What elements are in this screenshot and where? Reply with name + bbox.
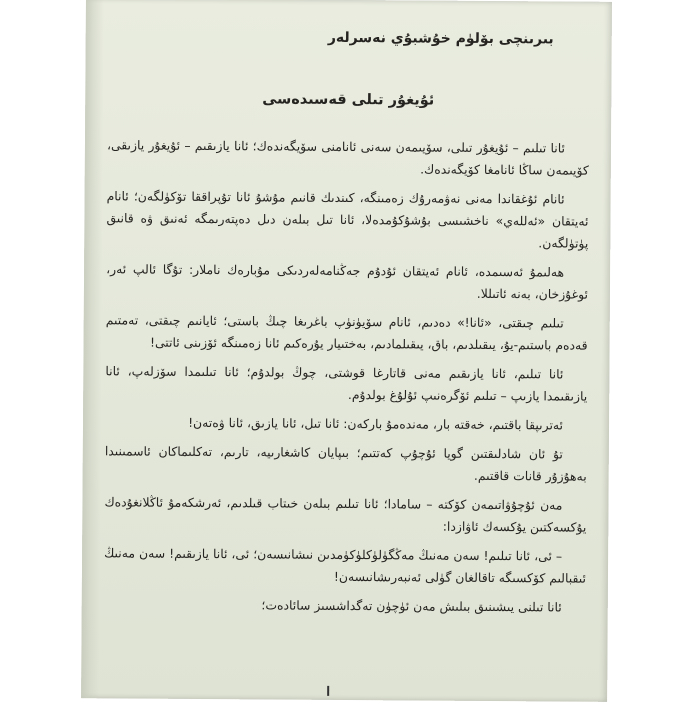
section-title: بىرىنچى بۆلۈم خۇشبۇي نەسرلەر bbox=[327, 29, 554, 48]
paragraph-7: تۇ ئان شادلىقتىن گويا ئۇچۇپ كەتتىم؛ بىپايان كاشغارىيە، تارىم، تەكلىماكان ئاسمىنىدا بەھۇزۇر قانات قاقتىم. bbox=[104, 443, 587, 484]
paragraph-2: ئانام ئۇغقاندا مەنى نەۋمەرۇك زەمىنگە، كىندىك قانىم مۇشۇ ئانا تۇپراققا تۆكۈلگەن؛ ئانام ئەيتقان «ئەللەي» ناخشىسى بۇشۇكۇمدەلا، ئانا تىل بىلەن دىل دەپتەرىمگە ئەنىق ۋە قانىق پۈتۈلگەن. bbox=[106, 188, 589, 251]
paragraph-8: مەن ئۇچۇۋاتىمەن كۆكتە – سامادا؛ ئانا تىلىم بىلەن خىتاب قىلدىم، ئەرشكەمۇ ئاڭلانغۇدەك يۇكسەكتىن يۇكسەك ئاۋازدا: bbox=[104, 494, 587, 535]
paragraph-4: تىلىم چىقتى، «ئانا!» دەدىم، ئانام سۆيۈنۈپ باغرىغا چىڭ باستى؛ ئايانىم چىقتى، تەمتىم قەدەم باستىم-يۇ، يىقىلدىم، باق، يىقىلمادىم، بەختىيار يۇرەكىم ئانا زەمىنگە ئۆزىنى ئاتتى! bbox=[105, 312, 588, 353]
paragraph-10: ئانا تىلنى يىشىنىق بىلىش مەن ئۈچۈن تەگداشسىز سائادەت؛ bbox=[261, 597, 562, 615]
paragraph-3: ھەلىمۇ ئەسىمدە، ئانام ئەيتقان ئۇدۇم جەڭنامەلەردىكى مۇبارەك ناملار: تۇگا ئالپ ئەر، ئوغۇزخان، بەنە ئاتىللا. bbox=[106, 261, 589, 302]
chapter-title: ئۇيغۇر تىلى قەسىدەسى bbox=[262, 91, 435, 109]
page-text bbox=[104, 28, 590, 625]
page-number-mark bbox=[327, 686, 329, 696]
paragraph-5: ئانا تىلىم، ئانا يازىقىم مەنى قاتارغا قوشتى، چوڭ بولدۇم؛ ئانا تىلىمدا سۆزلەپ، ئانا يازىقىمدا يازىپ – تىلىم ئۆگرەنىپ ئۇلۇغ بولدۇم. bbox=[105, 363, 588, 404]
paragraph-9: – ئى، ئانا تىلىم! سەن مەنىڭ مەڭگۈلۈكلۈكۈمدىن نىشانىسەن؛ ئى، ئانا يازىقىم! سەن مەنىڭ ئىقبالىم كۆكسىگە تاقالغان گۈلى ئەنبەرىشانىسەن! bbox=[104, 545, 587, 586]
book-page bbox=[81, 0, 612, 702]
paragraph-6: ئەترىپقا باقتىم، خەقتە بار، مەندەمۇ باركەن: ئانا تىل، ئانا يازىق، ئانا ۋەتەن! bbox=[188, 414, 564, 433]
paragraph-1: ئانا تىلىم – ئۇيغۇر تىلى، سۆيىمەن سەنى ئانامنى سۆيگەندەك؛ ئانا يازىقىم – ئۇيغۇر يازىقى، كۆيىمەن ساڭا ئانامغا كۆيگەندەك. bbox=[106, 137, 589, 178]
